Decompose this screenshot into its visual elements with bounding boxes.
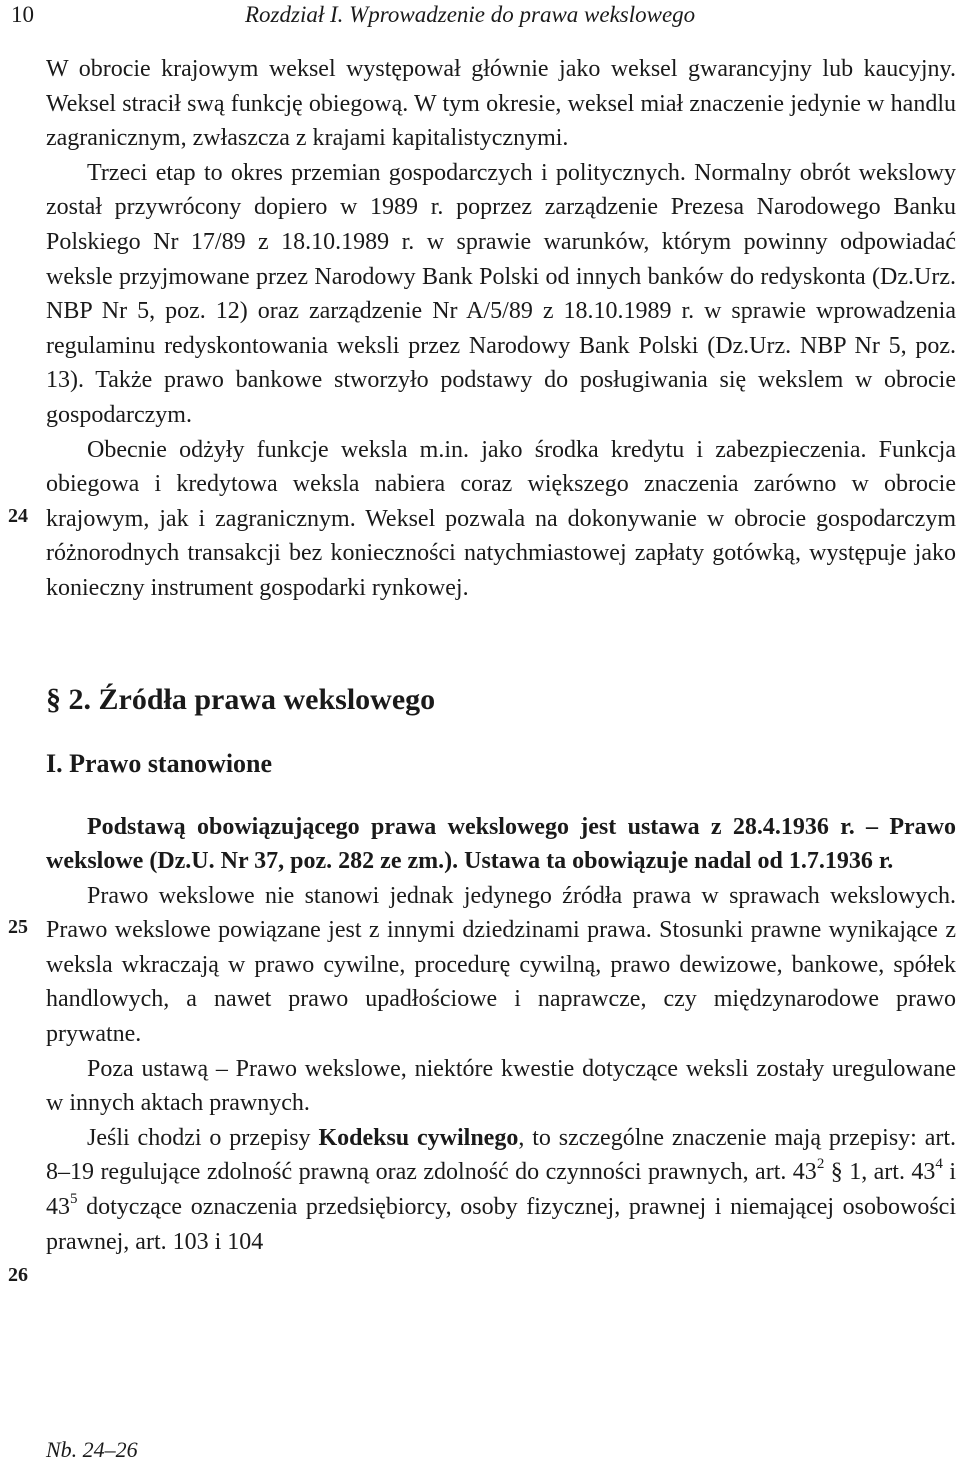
kodeks-cywilny-term: Kodeksu cywilnego (318, 1124, 519, 1151)
margin-number-24: 24 (8, 505, 28, 527)
spacer (46, 606, 956, 680)
subsection-heading: I. Prawo stanowione (46, 748, 273, 778)
margin-number-25: 25 (8, 916, 28, 938)
superscript-3: 5 (70, 1191, 78, 1208)
running-head-title: Rozdział I. Wprowadzenie do prawa wekslowego (245, 2, 696, 27)
paragraph-7-part-f: dotyczące oznaczenia przedsiębiorcy, osoby fizycznej, prawnej i niemającej osobowości prawnej, art. 103 i 104 (46, 1194, 956, 1255)
paragraph-2: Trzeci etap to okres przemian gospodarczych i politycznych. Normalny obrót wekslowy został przywrócony dopiero w 1989 r. poprzez zarządzenie Prezesa Narodowego Banku Polskiego Nr 17/89 z 18.10.1989 r. w sprawie warunków, którym powinny odpowiadać weksle przyjmowane przez Narodowy Bank Polski od innych banków do redyskonta (Dz.Urz. NBP Nr 5, poz. 12) oraz zarządzenie Nr A/5/89 z 18.10.1989 r. w sprawie wprowadzenia regulaminu redyskontowania weksli przez Narodowy Bank Polski (Dz.Urz. NBP Nr 5, poz. 13). Także prawo bankowe stworzyło podstawy do posługiwania się wekslem w obrocie gospodarczym. (46, 159, 956, 428)
paragraph-7-part-e: i 43 (46, 1159, 956, 1221)
paragraph-4: Podstawą obowiązującego prawa wekslowego jest ustawa z 28.4.1936 r. – Prawo wekslowe (Dz.U. Nr 37, poz. 282 ze zm.). Ustawa ta obowiązuje nadal od 1.7.1936 r. (46, 813, 956, 875)
page-body (46, 52, 956, 1259)
paragraph-7 (46, 1121, 956, 1259)
spacer (46, 782, 956, 810)
page-number: 10 (11, 2, 34, 27)
paragraph-1: W obrocie krajowym weksel występował głównie jako weksel gwarancyjny lub kaucyjny. Weksel stracił swą funkcję obiegową. W tym okresie, weksel miał znaczenie jedynie w handlu zagranicznym, zwłaszcza z krajami kapitalistycznymi. (46, 56, 956, 152)
paragraph-5: Prawo wekslowe nie stanowi jednak jedynego źródła prawa w sprawach wekslowych. Prawo wekslowe powiązane jest z innymi dziedzinami prawa. Stosunki prawne wynikające z weksla wkraczają w prawo cywilne, procedurę cywilną, prawo dewizowe, bankowe, spółek handlowych, a nawet prawo upadłościowe i naprawcze, czy międzynarodowe prawo prywatne. (46, 882, 956, 1048)
running-header (0, 2, 960, 38)
superscript-2: 4 (935, 1156, 943, 1173)
section-heading: § 2. Źródła prawa wekslowego (46, 682, 436, 716)
paragraph-7-part-d: § 1, art. 43 (824, 1159, 936, 1186)
spacer (46, 720, 956, 746)
footer-note: Nb. 24–26 (46, 1437, 138, 1462)
paragraph-6: Poza ustawą – Prawo wekslowe, niektóre kwestie dotyczące weksli zostały uregulowane w innych aktach prawnych. (46, 1055, 956, 1117)
superscript-1: 2 (816, 1156, 825, 1173)
margin-number-26: 26 (8, 1264, 28, 1286)
paragraph-7-part-a: Jeśli chodzi o przepisy (87, 1124, 319, 1151)
paragraph-7-part-c: , to szczególne znaczenie mają przepisy: art. 8–19 regulujące zdolność prawną oraz zdolność do czynności prawnych, art. 43 (46, 1124, 957, 1186)
paragraph-3: Obecnie odżyły funkcje weksla m.in. jako środka kredytu i zabezpieczenia. Funkcja obiegowa i kredytowa weksla nabiera coraz większego znaczenia zarówno w obrocie krajowym, jak i zagranicznym. Weksel pozwala na dokonywanie w obrocie gospodarczym różnorodnych transakcji bez konieczności natychmiastowej zapłaty gotówką, występuje jako konieczny instrument gospodarki rynkowej. (46, 436, 956, 601)
